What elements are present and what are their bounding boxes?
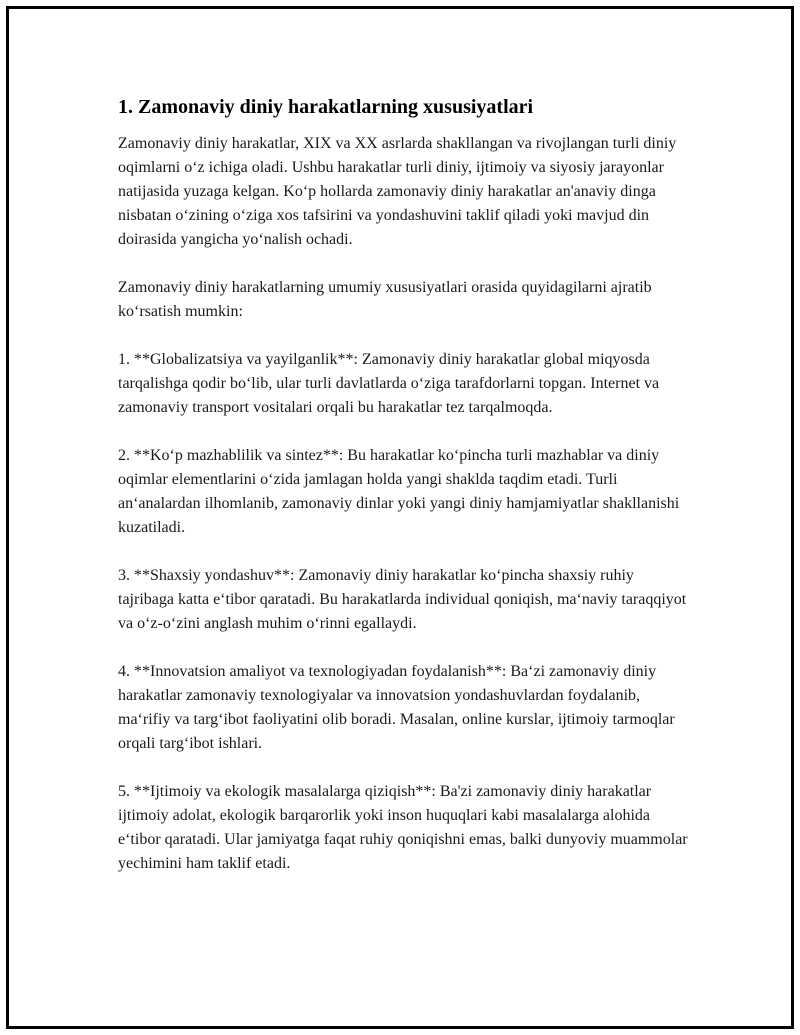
list-item-innovation: 4. **Innovatsion amaliyot va texnologiyadan foydalanish**: Ba‘zi zamonaviy diniy harakatlar zamonaviy texnologiyalar va innovatsion yondashuvlardan foydalanib, ma‘rifiy va targ‘ibot faoliyatini olib boradi. Masalan, online kurslar, ijtimoiy tarmoqlar orqali targ‘ibot ishlari. [118,663,675,752]
document-body [118,94,693,900]
list-lead-paragraph: Zamonaviy diniy harakatlarning umumiy xususiyatlari orasida quyidagilarni ajratib ko‘rsatish mumkin: [118,279,652,320]
list-item-globalization: 1. **Globalizatsiya va yayilganlik**: Zamonaviy diniy harakatlar global miqyosda tarqalishga qodir bo‘lib, ular turli davlatlarda o‘ziga tarafdorlarni topgan. Internet va zamonaviy transport vositalari orqali bu harakatlar tez tarqalmoqda. [118,351,660,416]
section-heading: 1. Zamonaviy diniy harakatlarning xususiyatlari [118,96,534,118]
intro-paragraph: Zamonaviy diniy harakatlar, XIX va XX asrlarda shakllangan va rivojlangan turli diniy oqimlarni o‘z ichiga oladi. Ushbu harakatlar turli diniy, ijtimoiy va siyosiy jarayonlar natijasida yuzaga kelgan. Ko‘p hollarda zamonaviy diniy harakatlar an'anaviy dinga nisbatan o‘zining o‘ziga xos tafsirini va yondashuvini taklif qiladi yoki mavjud din doirasida yangicha yo‘nalish ochadi. [118,135,677,248]
list-item-syncretism: 2. **Ko‘p mazhablilik va sintez**: Bu harakatlar ko‘pincha turli mazhablar va diniy oqimlar elementlarini o‘zida jamlagan holda yangi shaklda taqdim etadi. Turli an‘analardan ilhomlanib, zamonaviy dinlar yoki yangi diniy hamjamiyatlar shakllanishi kuzatiladi. [118,447,680,536]
list-item-personal-approach: 3. **Shaxsiy yondashuv**: Zamonaviy diniy harakatlar ko‘pincha shaxsiy ruhiy tajribaga katta e‘tibor qaratadi. Bu harakatlarda individual qoniqish, ma‘naviy taraqqiyot va o‘z-o‘zini anglash muhim o‘rinni egallaydi. [118,567,687,632]
list-item-social-ecological: 5. **Ijtimoiy va ekologik masalalarga qiziqish**: Ba'zi zamonaviy diniy harakatlar ijtimoiy adolat, ekologik barqarorlik yoki inson huquqlari kabi masalalarga alohida e‘tibor qaratadi. Ular jamiyatga faqat ruhiy qoniqishni emas, balki dunyoviy muammolar yechimini ham taklif etadi. [118,783,688,872]
